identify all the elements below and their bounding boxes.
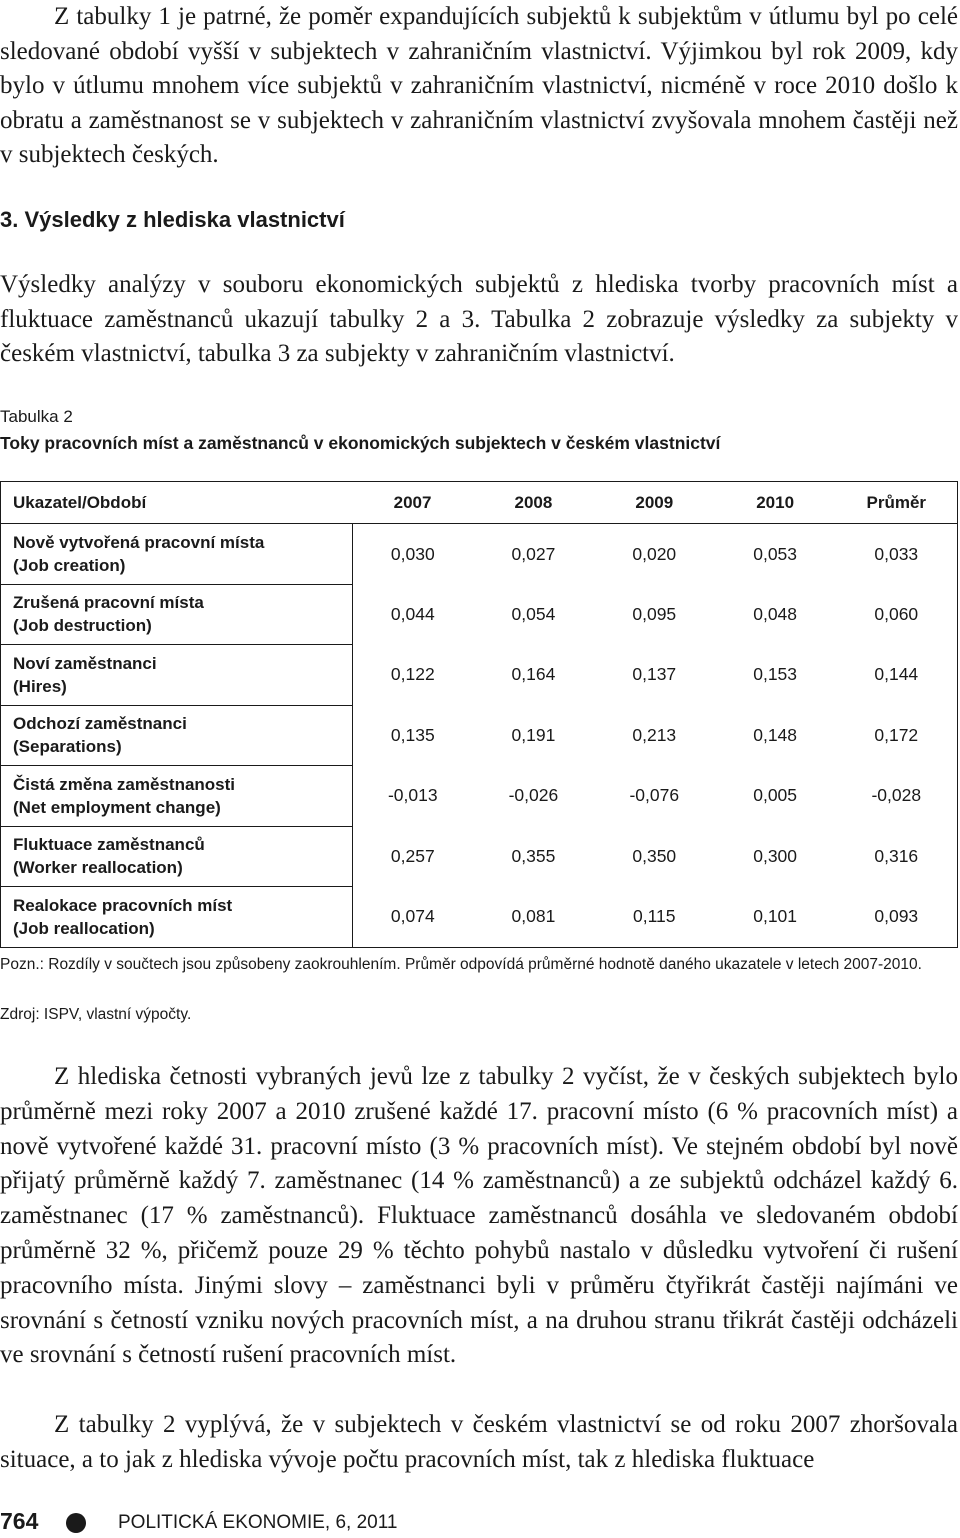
paragraph-text: Z tabulky 2 vyplývá, že v subjektech v českém vlastnictví se od roku 2007 zhoršovala situace, a to jak z hlediska vývoje počtu pracovních míst, tak z hlediska fluktuace <box>0 1411 958 1473</box>
page-footer <box>0 1508 960 1538</box>
table-cell: 0,081 <box>511 906 556 926</box>
row-label-cz: Odchozí zaměstnanci <box>13 714 187 734</box>
table-cell: 0,101 <box>753 906 798 926</box>
table-cell: 0,095 <box>632 603 677 624</box>
table-cell: 0,033 <box>874 543 919 564</box>
table-cell: 0,213 <box>632 724 677 745</box>
row-label-en: (Hires) <box>13 676 67 696</box>
table-cell: -0,026 <box>508 785 559 806</box>
data-table <box>0 481 958 948</box>
row-label-en: (Job reallocation) <box>13 918 155 938</box>
table-cell: 0,164 <box>511 664 556 685</box>
table-cell: -0,028 <box>871 785 922 806</box>
table-cell: 0,054 <box>511 603 556 624</box>
table-cell: 0,257 <box>390 845 435 866</box>
table-cell: 0,093 <box>874 906 919 926</box>
table-cell: 0,135 <box>390 724 435 745</box>
table-cell: 0,355 <box>511 845 556 866</box>
table-cell: 0,172 <box>874 724 919 745</box>
table-cell: 0,350 <box>632 845 677 866</box>
row-label-en: (Job creation) <box>13 555 126 575</box>
row-label <box>1 766 353 827</box>
row-label <box>1 705 353 766</box>
body-paragraph <box>0 1408 958 1478</box>
table-cell: 0,115 <box>633 906 676 926</box>
table-cell: 0,316 <box>874 845 919 866</box>
table-row <box>1 705 958 766</box>
table-title: Toky pracovních míst a zaměstnanců v ekonomických subjektech v českém vlastnictví <box>0 433 721 453</box>
table-cell: -0,076 <box>629 785 680 806</box>
table-row <box>1 826 958 887</box>
table-row <box>1 645 958 706</box>
table-cell: 0,191 <box>511 724 556 745</box>
body-paragraph: Výsledky analýzy v souboru ekonomických subjektů z hlediska tvorby pracovních míst a fluktuace zaměstnanců ukazují tabulky 2 a 3. Tabulka 2 zobrazuje výsledky za subjekty v českém vlastnictví, tabulka 3 za subjekty v zahraničním vlastnictví. <box>0 271 958 367</box>
table-header-row <box>1 482 958 524</box>
table-row <box>1 524 958 585</box>
row-label <box>1 584 353 645</box>
row-label-en: (Net employment change) <box>13 797 221 817</box>
row-label <box>1 826 353 887</box>
table-cell: 0,044 <box>390 603 435 624</box>
table-cell: 0,122 <box>390 664 435 685</box>
row-label-en: (Job destruction) <box>13 616 152 636</box>
table-cell: -0,013 <box>387 785 438 806</box>
table-source: Zdroj: ISPV, vlastní výpočty. <box>0 1006 192 1023</box>
table-cell: 0,060 <box>874 603 919 624</box>
row-label-cz: Čistá změna zaměstnanosti <box>13 774 236 794</box>
row-label-en: (Worker reallocation) <box>13 858 183 878</box>
table-cell: 0,148 <box>753 724 798 745</box>
table-cell: 0,300 <box>753 845 798 866</box>
row-label <box>1 524 353 585</box>
column-header: 2007 <box>352 482 473 524</box>
table-cell: 0,144 <box>874 664 919 685</box>
table-row <box>1 766 958 827</box>
table-cell: 0,005 <box>753 785 798 806</box>
column-header: Ukazatel/Období <box>1 482 353 524</box>
table-cell: 0,020 <box>632 543 677 564</box>
row-label-cz: Fluktuace zaměstnanců <box>13 835 205 855</box>
row-label-cz: Realokace pracovních míst <box>13 895 233 915</box>
table-row <box>1 584 958 645</box>
table-cell: 0,153 <box>753 664 798 685</box>
paragraph-text: Z tabulky 1 je patrné, že poměr expandujících subjektů k subjektům v útlumu byl po celé sledované období vyšší v subjektech v zahraničním vlastnictví. Výjimkou byl rok 2009, kdy bylo v útlumu mnohem více subjektů v zahraničním vlastnictví, nicméně v roce 2010 došlo k obratu a zaměstnanost se v subjektech v zahraničním vlastnictví zvyšovala mnohem častěji než v subjektech českých. <box>0 3 958 168</box>
section-heading: 3. Výsledky z hlediska vlastnictví <box>0 207 345 232</box>
body-paragraph <box>0 0 958 173</box>
row-label <box>1 645 353 706</box>
column-header: 2010 <box>715 482 836 524</box>
row-label <box>1 887 353 948</box>
table-cell: 0,053 <box>753 543 798 564</box>
table-label: Tabulka 2 <box>0 407 73 426</box>
row-label-cz: Nově vytvořená pracovní místa <box>13 532 265 552</box>
paragraph-text: Z hlediska četnosti vybraných jevů lze z tabulky 2 vyčíst, že v českých subjektech bylo průměrně mezi roky 2007 a 2010 zrušené každé 17. pracovní místo (6 % pracovních míst) a nově vytvořené každé 31. pracovní místo (3 % pracovních míst). Ve stejném období byl nově přijatý průměrně každý 7. zaměstnanec (14 % zaměstnanců) a ze subjektů odcházel každý 6. zaměstnanec (17 % zaměstnanců). Fluktuace zaměstnanců dosáhla ve sledovaném období průměrně 32 %, přičemž pouze 29 % těchto pohybů nastalo v důsledku vytvoření či rušení pracovního místa. Jinými slovy – zaměstnanci byli v průměru čtyřikrát častěji najímáni ve srovnání s četností vzniku nových pracovních míst, a na druhou stranu třikrát častěji odcházeli ve srovnání s četností rušení pracovních míst. <box>0 1063 958 1369</box>
table-note: Pozn.: Rozdíly v součtech jsou způsobeny zaokrouhlením. Průměr odpovídá průměrné hodnotě daného ukazatele v letech 2007-2010. <box>0 956 922 973</box>
row-label-cz: Zrušená pracovní místa <box>13 593 204 613</box>
table-row <box>1 887 958 948</box>
body-paragraph <box>0 1060 958 1373</box>
bullet-icon <box>66 1513 86 1533</box>
page-number: 764 <box>0 1508 39 1534</box>
table-cell: 0,074 <box>390 906 435 926</box>
row-label-cz: Noví zaměstnanci <box>13 653 157 673</box>
table-cell: 0,137 <box>632 664 677 685</box>
row-label-en: (Separations) <box>13 737 122 757</box>
journal-name: POLITICKÁ EKONOMIE, 6, 2011 <box>118 1512 398 1533</box>
column-header: Průměr <box>836 482 958 524</box>
table-cell: 0,030 <box>390 543 435 564</box>
table-cell: 0,027 <box>511 543 556 564</box>
column-header: 2009 <box>594 482 715 524</box>
table-cell: 0,048 <box>753 603 798 624</box>
column-header: 2008 <box>473 482 594 524</box>
